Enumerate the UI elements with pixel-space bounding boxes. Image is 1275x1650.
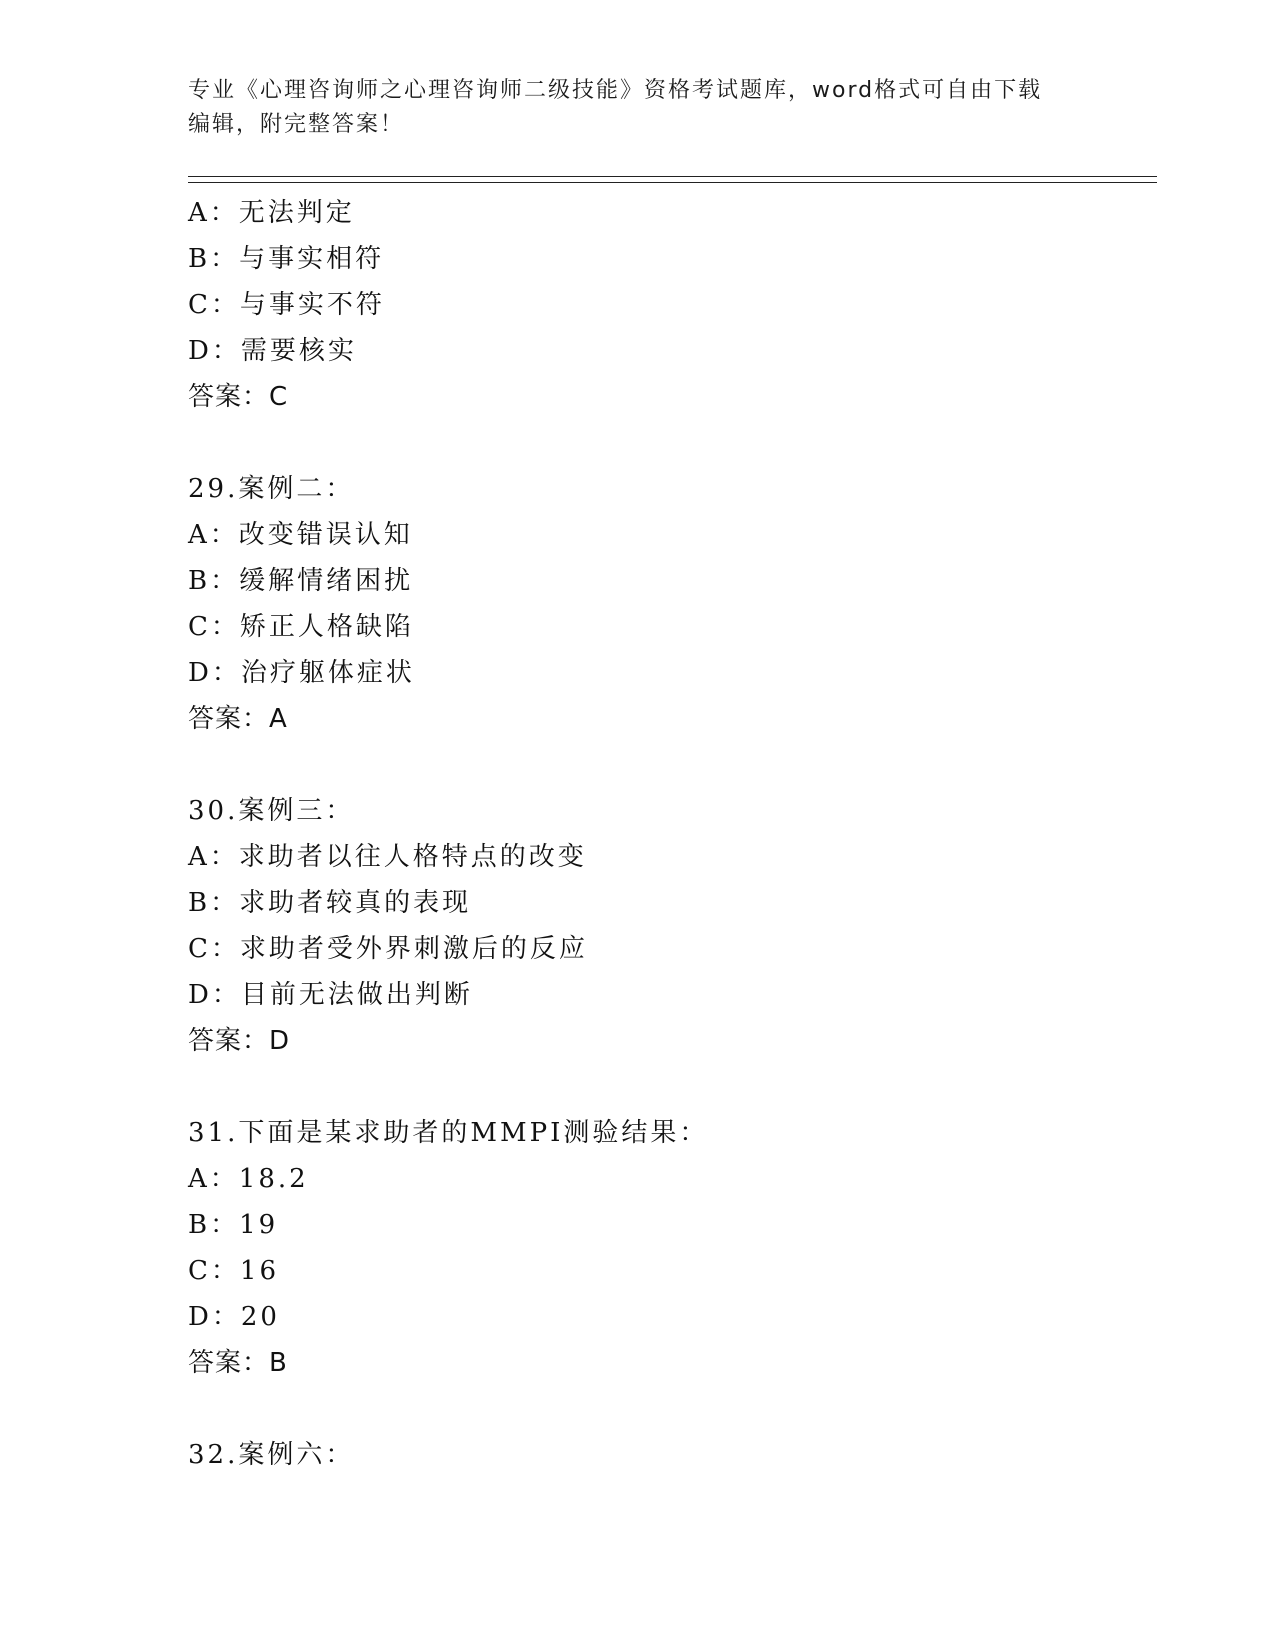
header-title-line-2: 编辑，附完整答案！ [188,112,405,137]
option-a: A：无法判定 [188,198,355,228]
header-divider-top [188,176,1157,177]
question-list [188,190,1148,1478]
answer-line: 答案：D [188,1026,291,1056]
question-block [188,466,1148,788]
question-block [188,788,1148,1110]
option-d: D：目前无法做出判断 [188,980,473,1010]
block-spacer [188,420,1148,466]
block-spacer [188,742,1148,788]
document-header [188,74,1088,142]
answer-line: 答案：C [188,382,289,412]
option-b: B：19 [188,1210,279,1240]
answer-line: 答案：A [188,704,288,734]
question-block [188,1110,1148,1432]
option-a: A：改变错误认知 [188,520,413,550]
option-d: D：20 [188,1302,280,1332]
question-title: 32.案例六： [188,1440,355,1470]
question-title: 30.案例三： [188,796,355,826]
question-title: 31.下面是某求助者的MMPI测验结果： [188,1118,709,1148]
option-a: A：求助者以往人格特点的改变 [188,842,587,872]
option-c: C：与事实不符 [188,290,385,320]
option-c: C：求助者受外界刺激后的反应 [188,934,588,964]
answer-line: 答案：B [188,1348,288,1378]
header-title-line-1: 专业《心理咨询师之心理咨询师二级技能》资格考试题库，word格式可自由下载 [188,78,1043,103]
option-a: A：18.2 [188,1164,309,1194]
question-block [188,190,1148,466]
option-b: B：缓解情绪困扰 [188,566,414,596]
block-spacer [188,1386,1148,1432]
question-title: 29.案例二： [188,474,355,504]
option-b: B：求助者较真的表现 [188,888,472,918]
header-divider-bottom [188,182,1157,183]
option-b: B：与事实相符 [188,244,385,274]
question-block [188,1432,1148,1478]
option-c: C：16 [188,1256,279,1286]
option-d: D：需要核实 [188,336,357,366]
block-spacer [188,1064,1148,1110]
option-d: D：治疗躯体症状 [188,658,415,688]
option-c: C：矫正人格缺陷 [188,612,414,642]
